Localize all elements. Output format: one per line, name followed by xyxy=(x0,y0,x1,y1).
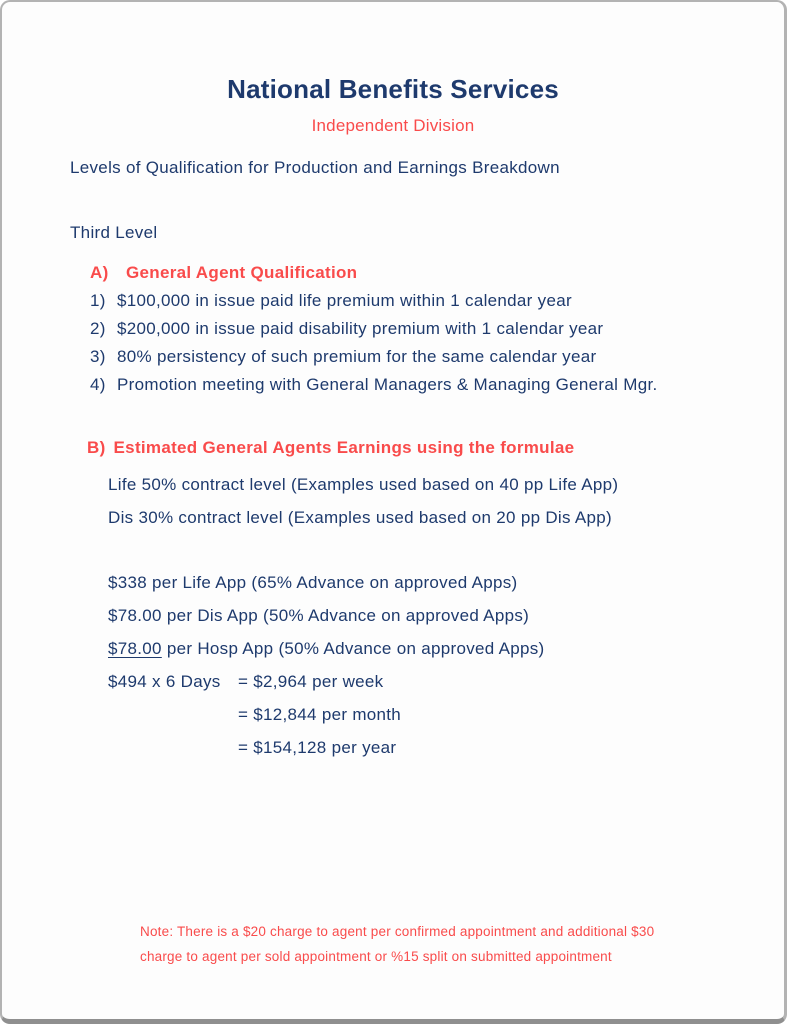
equation-row xyxy=(108,731,545,764)
page-title: National Benefits Services xyxy=(227,74,559,104)
per-app-line xyxy=(108,632,545,665)
app-description: per Dis App (50% Advance on approved Apps) xyxy=(161,606,530,625)
per-app-line xyxy=(108,566,545,599)
equation-rhs: = $2,964 per week xyxy=(238,672,384,691)
contract-level-lines xyxy=(108,468,618,534)
item-text: 80% persistency of such premium for the same calendar year xyxy=(117,347,597,366)
app-description: per Hosp App (50% Advance on approved Apps) xyxy=(161,639,545,658)
section-a-label: A) xyxy=(90,263,109,282)
footer-note xyxy=(140,919,680,969)
equation-row xyxy=(108,665,545,698)
app-amount: $338 xyxy=(108,573,148,592)
section-a-heading xyxy=(90,259,658,287)
item-number: 4) xyxy=(90,375,106,394)
section-a-title: General Agent Qualification xyxy=(126,263,358,282)
third-level-label: Third Level xyxy=(70,223,158,242)
item-text: Promotion meeting with General Managers & Managing General Mgr. xyxy=(117,375,658,394)
item-number: 3) xyxy=(90,347,106,366)
item-number: 2) xyxy=(90,319,106,338)
per-app-line xyxy=(108,599,545,632)
equation-rhs: = $12,844 per month xyxy=(238,705,402,724)
section-b-heading xyxy=(87,438,574,458)
equation-lhs xyxy=(108,731,238,764)
item-text: $100,000 in issue paid life premium within 1 calendar year xyxy=(117,291,572,310)
equation-lhs xyxy=(108,698,238,731)
equation-lhs: $494 x 6 Days xyxy=(108,672,221,691)
contract-line: Life 50% contract level (Examples used based on 40 pp Life App) xyxy=(108,475,619,494)
qualification-item xyxy=(90,343,658,371)
equation-row xyxy=(108,698,545,731)
section-b-label: B) xyxy=(87,438,106,457)
doc-heading: Levels of Qualification for Production and Earnings Breakdown xyxy=(70,158,560,177)
contract-line: Dis 30% contract level (Examples used based on 20 pp Dis App) xyxy=(108,508,613,527)
app-amount-underlined: $78.00 xyxy=(108,639,162,658)
item-text: $200,000 in issue paid disability premium with 1 calendar year xyxy=(117,319,604,338)
note-line: charge to agent per sold appointment or %15 split on submitted appointment xyxy=(140,949,612,964)
qualification-item xyxy=(90,287,658,315)
section-a xyxy=(90,259,658,399)
equation-rhs: = $154,128 per year xyxy=(238,738,397,757)
app-description: per Life App (65% Advance on approved Apps) xyxy=(147,573,518,592)
item-number: 1) xyxy=(90,291,106,310)
app-amount: $78.00 xyxy=(108,606,162,625)
section-b-title: Estimated General Agents Earnings using the formulae xyxy=(113,438,575,457)
qualification-item xyxy=(90,371,658,399)
note-line: Note: There is a $20 charge to agent per confirmed appointment and additional $30 xyxy=(140,924,655,939)
qualification-item xyxy=(90,315,658,343)
earnings-breakdown xyxy=(108,566,545,764)
page-subtitle: Independent Division xyxy=(311,116,475,135)
